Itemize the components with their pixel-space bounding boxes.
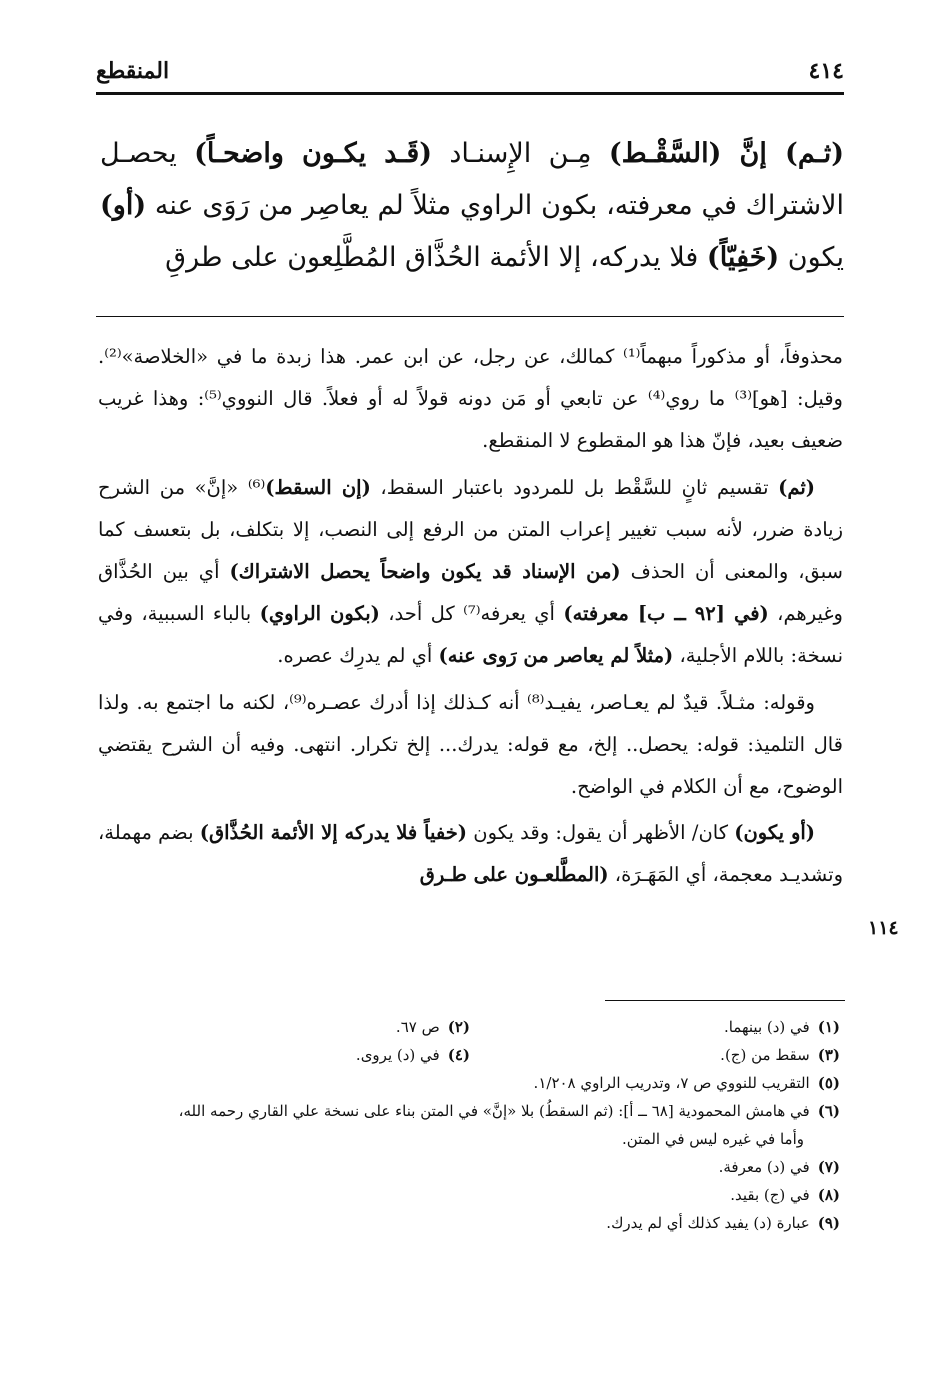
- section-title: المنقطع: [96, 58, 170, 84]
- commentary-segment: بالباء السببية، وفي نسخة: باللام الأجلية،: [98, 602, 843, 668]
- commentary-segment: ⁽⁶⁾ «إنَّ» من الشرح زيادة ضرر، لأنه سبب تغيير إعراب المتن من الرفع إلى النصب، إلا بتكلف، بل بتعسف كما سبق، والمعنى أن الحذف: [98, 475, 843, 584]
- footnote: [100, 1043, 470, 1069]
- footnote-number: (٩): [817, 1214, 840, 1233]
- commentary-segment: (من الإسناد قد يكون واضحاً يحصل الاشتراك): [229, 560, 621, 584]
- matn-segment: (خَفِيّاً): [706, 242, 780, 273]
- footnote-row: [100, 1042, 840, 1070]
- commentary-segment: (المطَّلعـون على طـرق: [419, 863, 609, 887]
- matn-segment: (السَّقْـط): [608, 138, 722, 169]
- commentary-segment: (بكون الراوي): [259, 602, 380, 626]
- matn-segment: (قَـد يكـون واضحـاً): [194, 138, 433, 169]
- footnote-number: (١): [817, 1018, 840, 1037]
- commentary-paragraph: [98, 467, 843, 678]
- main-text: [100, 128, 844, 284]
- main-text-divider: [96, 316, 844, 317]
- commentary-segment: أي يعرفه⁽⁷⁾ كل أحد،: [379, 602, 564, 626]
- footnotes: [100, 1014, 840, 1238]
- commentary-segment: (في [٩٢ ــ ب] معرفته): [563, 602, 769, 626]
- commentary-segment: (إن السقط): [265, 475, 371, 499]
- footnote: [100, 1211, 840, 1237]
- footnote-text: في (د) معرفة.: [718, 1158, 810, 1177]
- commentary: [98, 336, 843, 901]
- footnote-row: [100, 1210, 840, 1238]
- footnote-text: ص ٦٧.: [395, 1018, 440, 1037]
- commentary-segment: كان/ الأظهر أن يقول: وقد يكون: [467, 821, 735, 845]
- matn-segment: يحصـل: [100, 138, 195, 169]
- footnote-number: (٢): [447, 1018, 470, 1037]
- commentary-segment: (خفياً فلا يدركه إلا الأئمة الحُذَّاق): [199, 821, 468, 845]
- manuscript-folio-number: ١١٤: [868, 917, 899, 939]
- footnote-number: (٣): [817, 1046, 840, 1065]
- footnote-text: في (ج) بقيد.: [730, 1186, 810, 1205]
- commentary-paragraph: وقوله: مثـلاً. قيدٌ لم يعـاصر، يفيـد⁽⁸⁾ أنه كـذلك إذا أدرك عصـره⁽⁹⁾، لكنه ما اجتمع به. ولذا قال التلميذ: قوله: يحصل.. إلخ، مع قوله: يدرك... إلخ تكرار. انتهى. وفيه أن الشرح يقتضي الوضوح، مع أن الكلام في الواضح.: [98, 690, 843, 799]
- footnote-text: في (د) يروى.: [355, 1046, 440, 1065]
- footnote-row: [100, 1014, 840, 1042]
- footnote-text: التقريب للنووي ص ٧، وتدريب الراوي ١/٢٠٨.: [533, 1074, 810, 1093]
- matn-segment: فلا يدركه، إلا الأئمة الحُذَّاق المُطَّلِعون على طرقِ: [165, 242, 707, 273]
- footnote: [100, 1071, 840, 1097]
- matn-segment: (أو): [100, 190, 147, 221]
- commentary-segment: أي بين الحُذَّاق وغيرهم،: [98, 560, 843, 626]
- footnote-text: عبارة (د) يفيد كذلك أي لم يدرك.: [606, 1214, 810, 1233]
- page-number: ٤١٤: [808, 58, 844, 84]
- matn-segment: (ثـم) إنَّ: [721, 138, 844, 169]
- commentary-segment: (أو يكون): [734, 821, 816, 845]
- footnote: [100, 1183, 840, 1209]
- footnote-row: [100, 1154, 840, 1182]
- matn-segment: الاشتراك في معرفته، بكون الراوي مثلاً لم يعاصِر من رَوَى عنه: [146, 190, 844, 221]
- footnote: [100, 1015, 470, 1041]
- footnote: [100, 1155, 840, 1181]
- footnote-continuation: وأما في غيره ليس في المتن.: [621, 1130, 804, 1149]
- footnote-row: [100, 1182, 840, 1210]
- footnote-number: (٧): [817, 1158, 840, 1177]
- footnote-text: سقط من (ج).: [720, 1046, 810, 1065]
- commentary-segment: بضم مهملة، وتشديـد معجمة، أي المَهَـرَة،: [98, 821, 843, 887]
- footnote-number: (٦): [817, 1102, 840, 1121]
- footnote-text: في (د) بينهما.: [723, 1018, 810, 1037]
- footnote-text: في هامش المحمودية [٦٨ ــ أ]: (ثم السقطُ) بلا «إنَّ» في المتن بناء على نسخة علي القاري رحمه الله،: [178, 1102, 810, 1121]
- footnote-number: (٥): [817, 1074, 840, 1093]
- commentary-segment: (مثلاً لم يعاصر من رَوى عنه): [438, 644, 674, 668]
- commentary-paragraph: محذوفاً، أو مذكوراً مبهماً⁽¹⁾ كمالك، عن رجل، عن ابن عمر. هذا زبدة ما في «الخلاصة»⁽²⁾. وقيل: [هو]⁽³⁾ ما روي⁽⁴⁾ عن تابعي أو مَن دونه قولاً له أو فعلاً. قال النووي⁽⁵⁾: وهذا غريب ضعيف بعيد، فإنّ هذا هو المقطوع لا المنقطع.: [98, 345, 844, 453]
- footnote-divider: [605, 1000, 845, 1001]
- footnote-row: [100, 1070, 840, 1098]
- matn-segment: يكون: [779, 242, 844, 273]
- footnote-row: [100, 1098, 840, 1126]
- commentary-segment: أي لم يدرِك عصره.: [277, 644, 439, 668]
- footnote: [470, 1015, 840, 1041]
- footnote-number: (٨): [817, 1186, 840, 1205]
- matn-segment: مِـن الإِسنـاد: [432, 138, 609, 169]
- footnote: [470, 1043, 840, 1069]
- footnote-number: (٤): [447, 1046, 470, 1065]
- commentary-segment: تقسيم ثانٍ للسَّقْط بل للمردود باعتبار السقط،: [370, 475, 779, 499]
- footnote: [100, 1099, 840, 1125]
- commentary-paragraph: [98, 812, 843, 896]
- commentary-segment: (ثم): [778, 475, 815, 499]
- page-header: [96, 52, 844, 95]
